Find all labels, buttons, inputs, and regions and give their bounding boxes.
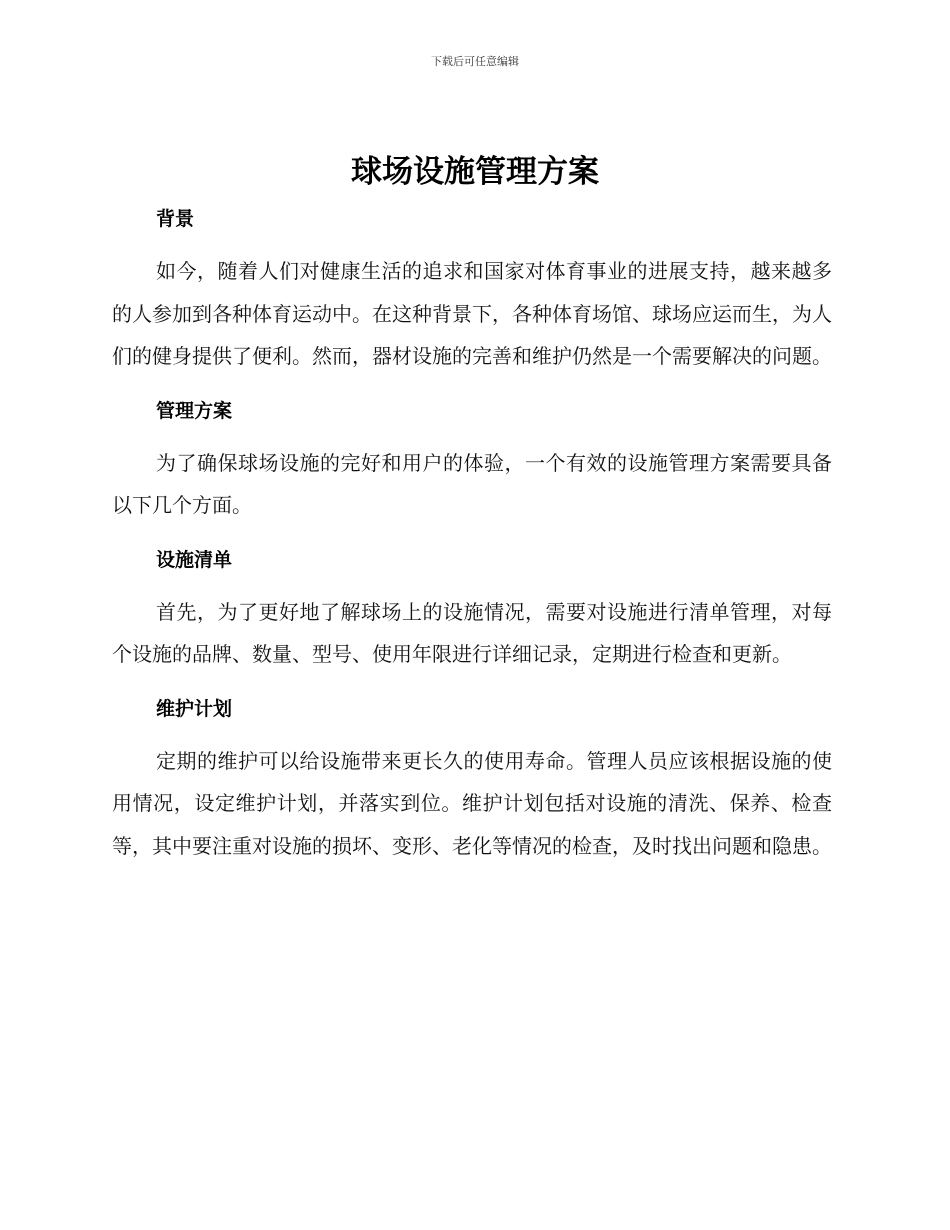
section-management-plan [112,390,832,527]
document-title: 球场设施管理方案 [351,154,599,190]
section-paragraph-facility-list: 首先，为了更好地了解球场上的设施情况，需要对设施进行清单管理，对每个设施的品牌、数量、型号、使用年限进行详细记录，定期进行检查和更新。 [112,599,832,666]
section-paragraph-management-plan: 为了确保球场设施的完好和用户的体验，一个有效的设施管理方案需要具备以下几个方面。 [112,450,832,517]
section-facility-list [112,539,832,676]
header-note: 下载后可任意编辑 [431,55,519,68]
section-heading-management-plan: 管理方案 [156,399,233,422]
section-paragraph-maintenance-plan: 定期的维护可以给设施带来更长久的使用寿命。管理人员应该根据设施的使用情况，设定维护计划，并落实到位。维护计划包括对设施的清洗、保养、检查等，其中要注重对设施的损坏、变形、老化等情况的检查，及时找出问题和隐患。 [112,748,832,858]
document-body [112,198,832,879]
section-heading-facility-list: 设施清单 [156,548,233,571]
section-heading-maintenance-plan: 维护计划 [156,697,233,720]
section-paragraph-background: 如今，随着人们对健康生活的追求和国家对体育事业的进展支持，越来越多的人参加到各种体育运动中。在这种背景下，各种体育场馆、球场应运而生，为人们的健身提供了便利。然而，器材设施的完善和维护仍然是一个需要解决的问题。 [112,259,832,368]
section-heading-background: 背景 [156,208,195,230]
section-maintenance-plan [112,688,832,868]
section-background [112,198,832,378]
